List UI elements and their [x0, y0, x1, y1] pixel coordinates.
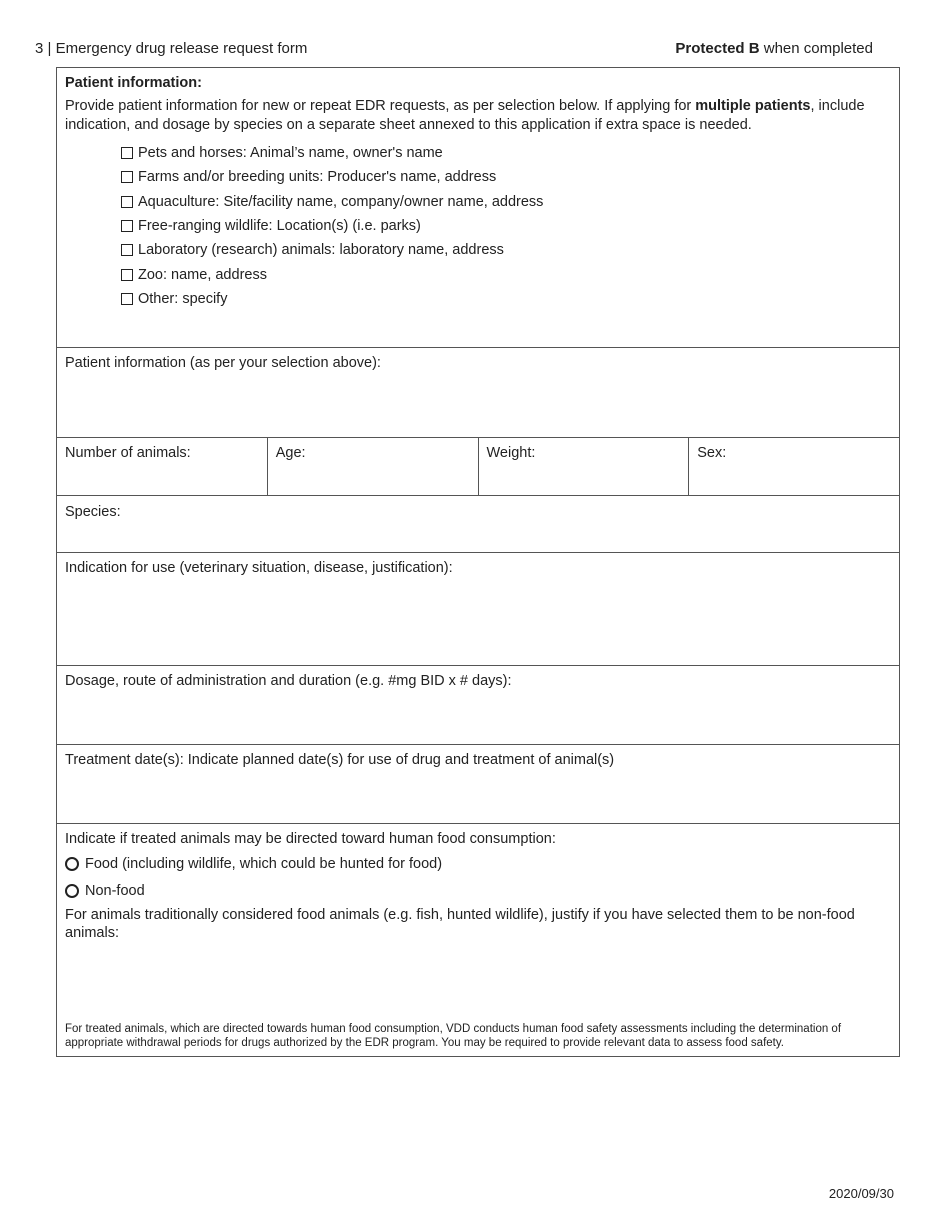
checkbox[interactable]	[121, 293, 133, 305]
radio-option-food[interactable]	[65, 850, 891, 877]
section-title: Patient information:	[65, 75, 202, 91]
option-wildlife[interactable]	[121, 214, 891, 238]
radio-option-non-food[interactable]	[65, 877, 891, 904]
option-label: Other: specify	[138, 290, 228, 307]
food-safety-footnote: For treated animals, which are directed towards human food consumption, VDD conducts human food safety assessments including the determination of appropriate withdrawal periods for drugs authorized by the EDR program. You may be required to provide relevant data to assess food safety.	[65, 1023, 842, 1049]
justification-prompt[interactable]: For animals traditionally considered food animals (e.g. fish, hunted wildlife), justify if you have selected them to be non-food animals:	[65, 907, 855, 941]
checkbox[interactable]	[121, 220, 133, 232]
field-label: Indication for use (veterinary situation, disease, justification):	[65, 560, 453, 576]
option-label: Pets and horses: Animal’s name, owner's name	[138, 145, 443, 162]
patient-information-section	[57, 68, 899, 348]
field-label: Patient information (as per your selection above):	[65, 355, 381, 371]
option-label: Non-food	[85, 882, 145, 899]
option-pets-horses[interactable]	[121, 141, 891, 165]
patient-form	[56, 67, 900, 1057]
option-label: Free-ranging wildlife: Location(s) (i.e. parks)	[138, 218, 421, 235]
option-zoo[interactable]	[121, 262, 891, 286]
food-consumption-section	[57, 824, 899, 1056]
field-label: Age:	[275, 445, 306, 461]
protection-suffix: when completed	[759, 40, 873, 57]
patient-type-checklist	[121, 141, 891, 311]
field-label: Weight:	[486, 445, 536, 461]
option-label: Aquaculture: Site/facility name, company/owner name, address	[138, 193, 544, 210]
option-laboratory[interactable]	[121, 238, 891, 262]
radio-button[interactable]	[65, 884, 79, 898]
dosage-field[interactable]	[57, 666, 899, 745]
option-label: Farms and/or breeding units: Producer's name, address	[138, 169, 497, 186]
intro-text-2: , include indication, and dosage by species on a separate sheet annexed to this application if extra space is needed.	[65, 98, 865, 133]
field-label: Number of animals:	[65, 445, 191, 461]
intro-text-1: Provide patient information for new or repeat EDR requests, as per selection below. If applying for	[65, 98, 696, 114]
intro-bold: multiple patients	[695, 98, 811, 114]
patient-details-field[interactable]	[57, 348, 899, 438]
food-question: Indicate if treated animals may be directed toward human food consumption:	[65, 831, 556, 847]
age-field[interactable]	[268, 438, 479, 495]
sex-field[interactable]	[689, 438, 899, 495]
option-aquaculture[interactable]	[121, 190, 891, 214]
page-header-title: 3 | Emergency drug release request form	[35, 40, 308, 57]
checkbox[interactable]	[121, 196, 133, 208]
option-farms[interactable]	[121, 165, 891, 189]
field-label: Species:	[65, 504, 121, 520]
checkbox[interactable]	[121, 244, 133, 256]
checkbox[interactable]	[121, 171, 133, 183]
radio-button[interactable]	[65, 857, 79, 871]
indication-field[interactable]	[57, 553, 899, 666]
treatment-dates-field[interactable]	[57, 745, 899, 824]
field-label: Dosage, route of administration and duration (e.g. #mg BID x # days):	[65, 673, 512, 689]
form-version-date: 2020/09/30	[828, 1186, 894, 1201]
protection-label	[675, 40, 873, 57]
field-label: Sex:	[697, 445, 727, 461]
option-label: Zoo: name, address	[138, 266, 267, 283]
checkbox[interactable]	[121, 269, 133, 281]
section-intro	[65, 97, 891, 135]
number-of-animals-field[interactable]	[57, 438, 268, 495]
weight-field[interactable]	[479, 438, 690, 495]
option-label: Laboratory (research) animals: laboratory name, address	[138, 242, 504, 259]
option-other[interactable]	[121, 287, 891, 311]
species-field[interactable]	[57, 496, 899, 553]
checkbox[interactable]	[121, 147, 133, 159]
animal-details-row	[57, 438, 899, 496]
option-label: Food (including wildlife, which could be hunted for food)	[85, 855, 443, 872]
field-label: Treatment date(s): Indicate planned date(s) for use of drug and treatment of animal(s)	[65, 752, 615, 768]
protection-level: Protected B	[675, 40, 760, 57]
